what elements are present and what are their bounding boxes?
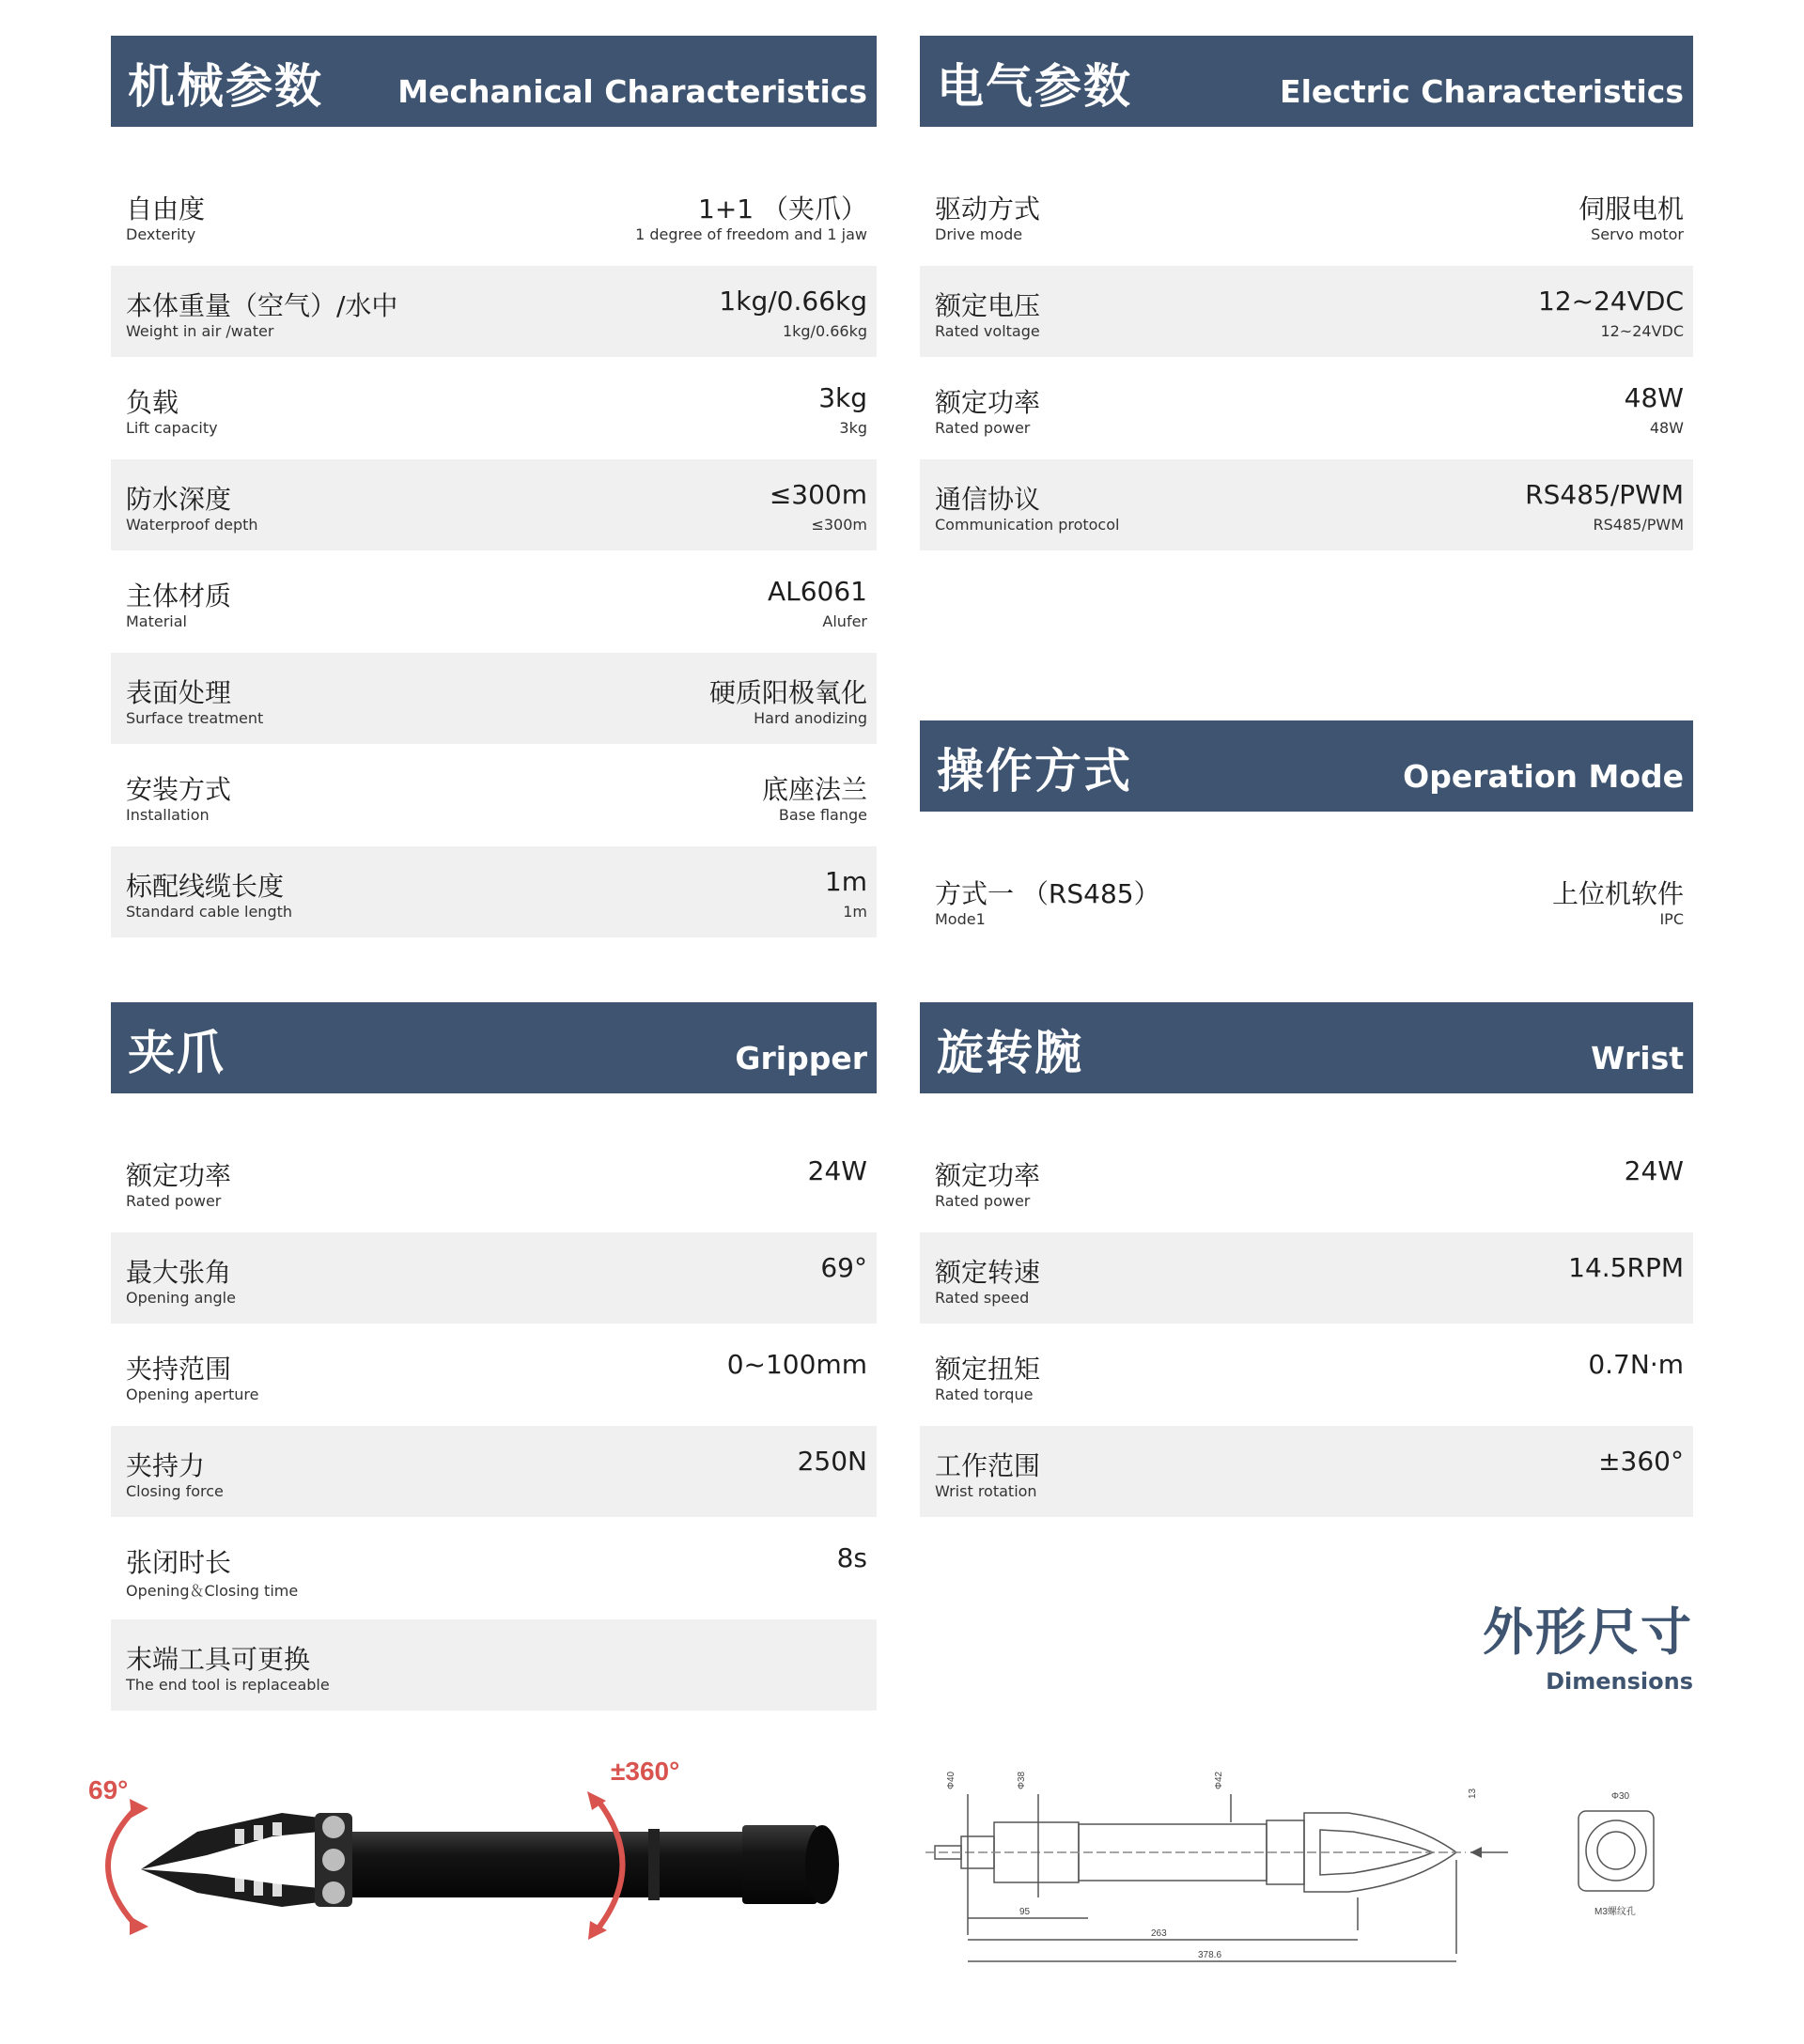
gripper-title-cn: 夹爪	[128, 1026, 226, 1080]
spec-label-cn: 自由度	[126, 194, 206, 225]
spec-value: 12~24VDC	[1538, 286, 1684, 317]
spec-label-cn: 张闭时长	[126, 1547, 232, 1578]
spec-row	[111, 169, 877, 260]
spec-label-en: Rated power	[126, 1192, 222, 1210]
spec-value: AL6061	[767, 576, 867, 607]
spec-label-en: Communication protocol	[935, 516, 1120, 534]
spec-row	[111, 750, 877, 841]
spec-value: 硬质阳极氧化	[708, 677, 867, 708]
spec-label-cn: 主体材质	[126, 581, 232, 612]
mechanical-rows	[111, 169, 877, 937]
rotation-label: ±360°	[611, 1757, 680, 1786]
spec-row	[111, 1136, 877, 1227]
mechanical-title-cn: 机械参数	[128, 59, 323, 114]
spec-row	[920, 459, 1693, 550]
gripper-panel	[111, 1002, 877, 1711]
spec-label-en: Rated speed	[935, 1289, 1030, 1307]
spec-label-cn: 额定功率	[935, 387, 1041, 418]
spec-value-sub: 12~24VDC	[1600, 322, 1684, 340]
spec-row	[920, 1232, 1693, 1324]
spec-value: 14.5RPM	[1568, 1252, 1684, 1283]
spec-row	[111, 1619, 877, 1711]
spec-label-cn: 本体重量（空气）/水中	[126, 290, 398, 321]
spec-row	[920, 854, 1693, 945]
spec-value: 8s	[836, 1542, 867, 1573]
spec-row	[920, 266, 1693, 357]
spec-label-cn: 末端工具可更换	[126, 1644, 311, 1675]
spec-value: 0.7N·m	[1588, 1349, 1684, 1380]
spec-label-cn: 额定功率	[126, 1160, 232, 1191]
spec-label-en: Closing force	[126, 1482, 224, 1500]
spec-value: 3kg	[818, 382, 867, 413]
spec-value-sub: Base flange	[778, 806, 867, 824]
spec-value: 250N	[797, 1446, 867, 1477]
jaw-upper	[141, 1813, 319, 1869]
dim-d40: Φ40	[946, 1771, 956, 1789]
spec-label-cn: 通信协议	[935, 484, 1041, 515]
wrist-panel	[920, 1002, 1693, 1517]
spec-value-sub: RS485/PWM	[1593, 516, 1684, 534]
spec-label-en: Dexterity	[126, 225, 196, 243]
wrist-header	[920, 1002, 1693, 1093]
wrist-title-cn: 旋转腕	[937, 1026, 1083, 1080]
spec-value: 1kg/0.66kg	[719, 286, 867, 317]
spec-value: 1m	[824, 866, 867, 897]
spec-label-en: Rated power	[935, 1192, 1031, 1210]
spec-label-cn: 防水深度	[126, 484, 232, 515]
spec-label-en: Mode1	[935, 910, 986, 928]
spec-label-cn: 额定转速	[935, 1257, 1041, 1288]
dim-d42: Φ42	[1214, 1771, 1224, 1789]
dim-l378: 378.6	[1198, 1950, 1222, 1960]
spec-value-sub: 1kg/0.66kg	[782, 322, 867, 340]
dim-d30: Φ30	[1611, 1791, 1630, 1802]
spec-label-en: Installation	[126, 806, 210, 824]
spec-label-en: Opening＆Closing time	[126, 1582, 299, 1600]
spec-label-en: Drive mode	[935, 225, 1023, 243]
operation-header	[920, 720, 1693, 812]
spec-row	[111, 1329, 877, 1420]
dimensions-heading	[1483, 1592, 1693, 1695]
angle-label: 69°	[88, 1775, 129, 1804]
spec-row	[111, 556, 877, 647]
angle-arrow	[108, 1808, 136, 1926]
spec-value: 上位机软件	[1551, 878, 1684, 909]
spec-label-en: Surface treatment	[126, 709, 264, 727]
spec-row	[920, 169, 1693, 260]
dim-note: M3螺纹孔	[1594, 1907, 1636, 1917]
spec-row	[920, 1136, 1693, 1227]
electric-title-en: Electric Characteristics	[1280, 73, 1684, 110]
electric-rows	[920, 169, 1693, 550]
spec-value-sub: 48W	[1649, 419, 1684, 437]
spec-label-cn: 安装方式	[126, 774, 232, 805]
electric-panel	[920, 36, 1693, 550]
operation-title-en: Operation Mode	[1403, 758, 1684, 795]
jaw-lower	[141, 1869, 319, 1907]
operation-rows	[920, 854, 1693, 945]
spec-value: 0~100mm	[726, 1349, 867, 1380]
spec-value: ±360°	[1598, 1446, 1684, 1477]
spec-label-en: Material	[126, 612, 187, 630]
spec-label-cn: 额定功率	[935, 1160, 1041, 1191]
spec-label-cn: 表面处理	[126, 677, 232, 708]
spec-row	[111, 266, 877, 357]
spec-label-cn: 工作范围	[935, 1450, 1041, 1481]
spec-row	[111, 363, 877, 454]
spec-label-en: Opening aperture	[126, 1386, 259, 1403]
spec-value-sub: 3kg	[839, 419, 867, 437]
spec-value-sub: Servo motor	[1591, 225, 1684, 243]
dim-d13: 13	[1468, 1788, 1478, 1799]
spec-value-sub: IPC	[1659, 910, 1684, 928]
spec-row	[111, 1232, 877, 1324]
mechanical-panel	[111, 36, 877, 937]
spec-value: 伺服电机	[1578, 194, 1684, 225]
spec-row	[920, 1329, 1693, 1420]
spec-row	[920, 1426, 1693, 1517]
spec-value: 1+1 （夹爪）	[698, 194, 867, 225]
dimension-drawing	[925, 1757, 1696, 1982]
spec-label-cn: 额定电压	[935, 290, 1041, 321]
spec-label-en: Rated voltage	[935, 322, 1040, 340]
spec-label-cn: 夹持力	[126, 1450, 206, 1481]
spec-row	[111, 459, 877, 550]
spec-value: ≤300m	[769, 479, 867, 510]
spec-label-cn: 负载	[126, 387, 179, 418]
spec-label-cn: 方式一 （RS485）	[935, 878, 1160, 909]
dimensions-title-en: Dimensions	[1546, 1668, 1693, 1695]
gripper-rows	[111, 1136, 877, 1711]
spec-label-en: Wrist rotation	[935, 1482, 1037, 1500]
spec-value: RS485/PWM	[1525, 479, 1684, 510]
spec-value-sub: 1 degree of freedom and 1 jaw	[635, 225, 867, 243]
spec-row	[111, 1523, 877, 1614]
mechanical-header	[111, 36, 877, 127]
spec-value-sub: 1m	[843, 903, 867, 921]
spec-value: 24W	[807, 1155, 867, 1186]
wrist-rows	[920, 1136, 1693, 1517]
dim-l263: 263	[1151, 1928, 1167, 1939]
spec-label-cn: 夹持范围	[126, 1354, 232, 1385]
spec-value-sub: ≤300m	[811, 516, 867, 534]
spec-label-cn: 最大张角	[126, 1257, 232, 1288]
spec-label-en: Waterproof depth	[126, 516, 258, 534]
electric-title-cn: 电气参数	[937, 59, 1132, 114]
dimensions-title-cn: 外形尺寸	[1483, 1603, 1693, 1662]
wrist-title-en: Wrist	[1591, 1040, 1684, 1076]
electric-header	[920, 36, 1693, 127]
spec-label-en: Opening angle	[126, 1289, 236, 1307]
spec-label-en: Weight in air /water	[126, 322, 274, 340]
spec-label-cn: 额定扭矩	[935, 1354, 1041, 1385]
gripper-header	[111, 1002, 877, 1093]
spec-row	[111, 1426, 877, 1517]
product-photo	[85, 1742, 893, 1959]
spec-value: 底座法兰	[761, 774, 867, 805]
spec-label-en: Lift capacity	[126, 419, 218, 437]
spec-value: 48W	[1624, 382, 1684, 413]
spec-row	[111, 846, 877, 937]
spec-label-en: The end tool is replaceable	[126, 1676, 330, 1694]
spec-label-en: Standard cable length	[126, 903, 293, 921]
gripper-title-en: Gripper	[735, 1040, 867, 1076]
spec-label-en: Rated torque	[935, 1386, 1034, 1403]
spec-value-sub: Hard anodizing	[754, 709, 867, 727]
spec-row	[920, 363, 1693, 454]
mechanical-title-en: Mechanical Characteristics	[397, 73, 867, 110]
dim-d38: Φ38	[1017, 1771, 1027, 1789]
spec-label-cn: 驱动方式	[935, 194, 1041, 225]
operation-panel	[920, 720, 1693, 945]
operation-title-cn: 操作方式	[937, 744, 1132, 798]
spec-value: 69°	[820, 1252, 867, 1283]
spec-label-cn: 标配线缆长度	[126, 871, 285, 902]
spec-value-sub: Alufer	[822, 612, 867, 630]
spec-label-en: Rated power	[935, 419, 1031, 437]
dim-l95: 95	[1019, 1907, 1031, 1917]
spec-row	[111, 653, 877, 744]
spec-value: 24W	[1624, 1155, 1684, 1186]
